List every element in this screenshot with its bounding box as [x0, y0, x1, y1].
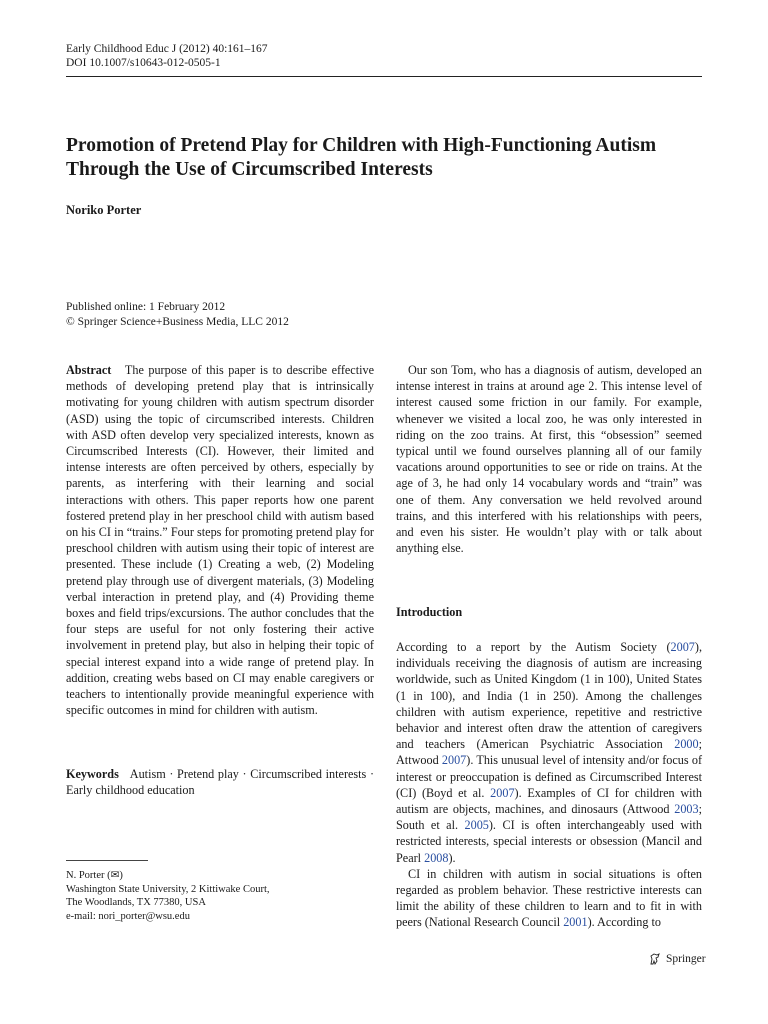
- keywords: [66, 766, 374, 798]
- citation-link[interactable]: 2007: [441, 753, 467, 768]
- affiliation-address-2: The Woodlands, TX 77380, USA: [66, 897, 206, 908]
- doi: DOI 10.1007/s10643-012-0505-1: [66, 57, 221, 69]
- copyright-line: © Springer Science+Business Media, LLC 2012: [66, 316, 289, 328]
- abstract: [66, 362, 374, 718]
- keywords-label: Keywords: [66, 767, 119, 781]
- publication-info: [66, 300, 289, 330]
- publisher-footer: [648, 952, 706, 966]
- intro-text: ). CI is often interchangeably used with restricted interests, special interests or obsession (Mancil and Pearl: [396, 818, 702, 865]
- springer-horse-icon: [648, 952, 662, 966]
- introduction-body: [396, 639, 702, 931]
- intro-text: ). Examples of CI for children with autism are objects, machines, and dinosaurs (Attwood: [396, 785, 702, 817]
- affiliation-name: N. Porter (✉): [66, 870, 123, 881]
- author-affiliation: [66, 869, 270, 923]
- published-date: Published online: 1 February 2012: [66, 301, 226, 313]
- intro-text: ; South et al.: [396, 802, 702, 833]
- affiliation-address-1: Washington State University, 2 Kittiwake Court,: [66, 883, 270, 895]
- section-heading-introduction: Introduction: [396, 605, 463, 619]
- intro-text: ).: [448, 850, 456, 865]
- keywords-text: Autism · Pretend play · Circumscribed interests · Early childhood education: [66, 767, 374, 798]
- intro-text: According to a report by the Autism Society (: [396, 640, 671, 654]
- header-rule: [66, 76, 702, 77]
- citation-link[interactable]: 2007: [490, 785, 515, 800]
- publisher-name: Springer: [666, 953, 706, 965]
- footnote-rule: [66, 860, 148, 861]
- citation-link[interactable]: 2007: [670, 640, 695, 654]
- article-title: Promotion of Pretend Play for Children with High-Functioning Autism Through the Use of Circumscribed Interests: [66, 135, 657, 180]
- citation-link[interactable]: 2005: [464, 818, 489, 833]
- intro-text: ). According to: [587, 915, 662, 930]
- intro-paragraph-1: [396, 639, 702, 866]
- citation-link[interactable]: 2008: [424, 850, 449, 865]
- intro-text: CI in children with autism in social situations is often regarded as problem behavior. These restrictive interests can limit the ability of these children to learn and to fit in with peers (National Research Council: [396, 866, 702, 930]
- citation-link[interactable]: 2001: [563, 915, 588, 930]
- author-name: Noriko Porter: [66, 203, 142, 217]
- intro-paragraph-2: [396, 866, 702, 931]
- abstract-label: Abstract: [66, 363, 112, 377]
- citation-link[interactable]: 2000: [674, 737, 699, 752]
- journal-citation: Early Childhood Educ J (2012) 40:161–167: [66, 43, 268, 55]
- story-paragraph: Our son Tom, who has a diagnosis of autism, developed an intense interest in trains at around age 2. This intense level of interest caused some friction in our family. For example, whenever we visited a local zoo, he was only interested in riding on the zoo trains. At first, this “obsession” seemed typical until we found ourselves planning all of our family vacations around opportunities to see or ride on trains. At the age of 3, he had only 14 vocabulary words and “train” was one of them. Any conversation we held revolved around trains, and this interfered with his relationships with peers, and even his sister. He wouldn’t play with or talk about anything else.: [396, 363, 702, 556]
- affiliation-email[interactable]: e-mail: nori_porter@wsu.edu: [66, 910, 190, 922]
- intro-text: ). This unusual level of intensity and/or focus of interest or preoccupation is defined as Circumscribed Interest (CI) (Boyd et al.: [396, 753, 703, 800]
- citation-link[interactable]: 2003: [674, 802, 699, 817]
- intro-text: ; Attwood: [396, 737, 702, 768]
- abstract-text: The purpose of this paper is to describe effective methods of developing pretend play that is intrinsically motivating for young children with autism spectrum disorder (ASD) using the topic of circumscribed interests. Children with ASD often develop very specialized interests, known as Circumscribed Interests (CI). However, their limited and intense interests are often perceived by others, especially by parents, as interfering with their learning and social interactions with others. This paper reports how one parent fostered pretend play in her preschool child with autism based on his CI in “trains.” Four steps for promoting pretend play for preschool children with autism using their topic of interest are presented. These include (1) Creating a web, (2) Modeling pretend play through use of divergent materials, (3) Modeling verbal interaction in pretend play, and (4) Providing theme boxes and field trips/excursions. The author concludes that the four steps are useful for not only fostering their active involvement in pretend play, but also in helping their topic of special interest expand into a wide range of pretend play. In addition, creating webs based on CI may enable caregivers or teachers to intentionally provide meaningful experience with specific outcomes in mind for children with autism.: [66, 363, 374, 718]
- intro-text: ), individuals receiving the diagnosis of autism are increasing worldwide, such as United Kingdom (1 in 100), United States (1 in 100), and India (1 in 250). Among the challenges children with autism experience, repetitive and restrictive behavior and interest often draw the attention of caregivers and teachers (American Psychiatric Association: [396, 640, 702, 752]
